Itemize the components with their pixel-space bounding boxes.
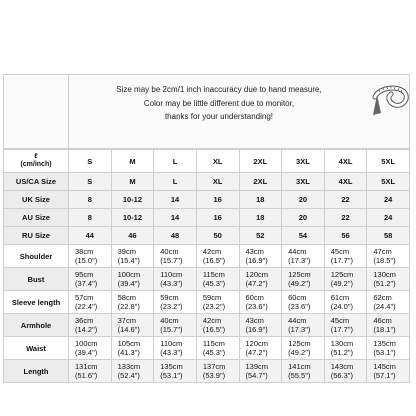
row-label: AU Size [4,209,69,227]
cm-value: 40cm [160,316,179,325]
cm-value: 46cm [373,316,392,325]
notice-text [69,83,369,124]
measure-cell [367,291,410,314]
measure-cell [196,360,239,383]
inch-value: (43.3") [160,279,183,288]
size-cell: 44 [69,227,112,245]
inch-value: (18.1") [373,325,396,334]
cm-value: 59cm [160,293,179,302]
size-cell: 18 [239,209,282,227]
notice-line-1: Size may be 2cm/1 inch inaccuracy due to hand measure, [116,85,322,94]
cm-value: 45cm [330,316,350,325]
cm-value: 133cm [117,362,141,371]
inch-value: (23.2") [202,302,226,311]
size-cell: 14 [154,209,197,227]
row-label: RU Size [4,227,69,245]
inch-value: (16.9") [245,256,268,265]
measure-cell [282,314,325,337]
inch-value: (47.2") [245,348,268,357]
size-cell: 22 [324,209,367,227]
measure-cell [69,245,112,268]
measure-cell [111,245,154,268]
measure-cell [196,337,239,360]
cm-value: 42cm [202,316,222,325]
notice-left-blank [3,74,68,149]
cm-value: 115cm [202,270,225,279]
cm-value: 37cm [117,316,136,325]
cm-value: 110cm [160,339,183,348]
size-header-cell: 4XL [324,150,367,173]
measure-cell [239,291,282,314]
inch-value: (47.2") [245,279,268,288]
measure-cell [69,314,112,337]
cm-value: 139cm [245,362,269,371]
inch-value: (53.1") [373,348,396,357]
measure-cell [239,360,282,383]
size-cell: 20 [282,209,325,227]
cm-value: 60cm [288,293,307,302]
row-label: Sleeve length [4,291,69,314]
row-label: Waist [4,337,69,360]
measure-row [4,314,410,337]
cm-value: 57cm [75,293,94,302]
cm-value: 45cm [330,247,350,256]
measure-cell [367,337,410,360]
cm-value: 100cm [75,339,98,348]
cm-value: 135cm [373,339,396,348]
size-chart-table [3,149,410,383]
inch-value: (54.7") [245,371,268,380]
inch-value: (22.4") [75,302,98,311]
cm-value: 115cm [202,339,225,348]
size-cell: 24 [367,191,410,209]
inch-value: (23.2") [160,302,183,311]
inch-value: (17.3") [288,256,311,265]
cm-value: 105cm [117,339,141,348]
inch-value: (17.7") [330,256,354,265]
cm-value: 61cm [330,293,350,302]
inch-value: (17.3") [288,325,311,334]
size-header-cell: M [111,150,154,173]
measure-cell [282,268,325,291]
inch-value: (45.3") [202,348,226,357]
inch-value: (14.2") [75,325,98,334]
measure-cell [154,245,197,268]
size-cell: M [111,173,154,191]
inch-value: (15.4") [117,256,140,265]
cm-value: 44cm [288,316,307,325]
notice-line-2: Color may be little different due to monitor, [143,98,295,108]
cm-value: 38cm [75,247,94,256]
cm-value: 125cm [288,270,311,279]
cm-value: 120cm [245,339,269,348]
measure-cell [239,314,282,337]
size-cell: L [154,173,197,191]
size-header-cell: 5XL [367,150,410,173]
size-header-row [4,150,410,173]
size-row [4,191,410,209]
cm-value: 145cm [373,362,396,371]
measure-cell [239,268,282,291]
measure-row [4,268,410,291]
measure-cell [324,291,367,314]
inch-value: (56.3") [330,371,354,380]
measure-cell [111,268,154,291]
inch-value: (53.9") [202,371,226,380]
measure-cell [69,337,112,360]
inch-value: (14.6") [117,325,140,334]
size-row [4,173,410,191]
inch-value: (15.7") [160,256,183,265]
inch-value: (45.3") [202,279,226,288]
row-label: Bust [4,268,69,291]
measure-cell [282,245,325,268]
cm-value: 62cm [373,293,392,302]
measure-cell [196,268,239,291]
row-label: Length [4,360,69,383]
inch-value: (22.8") [117,302,140,311]
cm-value: 141cm [288,362,311,371]
cm-value: 60cm [245,293,264,302]
cm-value: 137cm [202,362,226,371]
cm-value: 59cm [202,293,222,302]
unit-header [4,150,69,173]
inch-value: (55.5") [288,371,311,380]
measure-cell [154,314,197,337]
measure-cell [324,360,367,383]
cm-value: 100cm [117,270,141,279]
cm-value: 47cm [373,247,392,256]
size-header-cell: 2XL [239,150,282,173]
cm-value: 40cm [160,247,179,256]
size-cell: 10-12 [111,191,154,209]
inch-value: (24.0") [330,302,354,311]
inch-value: (23.6") [288,302,311,311]
size-cell: 56 [324,227,367,245]
measure-cell [367,314,410,337]
inch-value: (51.6") [75,371,98,380]
measure-row [4,245,410,268]
size-cell: 14 [154,191,197,209]
cm-value: 58cm [117,293,136,302]
cm-value: 143cm [330,362,354,371]
row-label: Shoulder [4,245,69,268]
size-cell: 22 [324,191,367,209]
size-cell: 54 [282,227,325,245]
inch-value: (39.4") [75,348,98,357]
measure-cell [69,291,112,314]
measure-cell [367,360,410,383]
cm-value: 125cm [288,339,311,348]
inch-value: (39.4") [117,279,140,288]
size-cell: 2XL [239,173,282,191]
measure-cell [324,337,367,360]
size-cell: 10-12 [111,209,154,227]
inch-value: (57.1") [373,371,396,380]
measure-cell [324,268,367,291]
cm-value: 42cm [202,247,222,256]
size-cell: 5XL [367,173,410,191]
cm-value: 125cm [330,270,354,279]
cm-value: 44cm [288,247,307,256]
inch-value: (49.2") [288,348,311,357]
measure-cell [196,291,239,314]
measure-cell [154,360,197,383]
size-cell: 48 [154,227,197,245]
unit-symbol: ℓ [34,153,38,160]
measure-cell [367,245,410,268]
measure-cell [69,268,112,291]
size-header-cell: L [154,150,197,173]
cm-value: 135cm [160,362,183,371]
inch-value: (37.4") [75,279,98,288]
measure-cell [367,268,410,291]
row-label: UK Size [4,191,69,209]
size-header-cell: XL [196,150,239,173]
measure-cell [196,245,239,268]
size-header-cell: 3XL [282,150,325,173]
notice-line-3: thanks for your understanding! [164,112,274,121]
size-cell: 3XL [282,173,325,191]
inch-value: (41.3") [117,348,140,357]
measure-cell [324,314,367,337]
measure-row [4,360,410,383]
cm-value: 120cm [245,270,269,279]
cm-value: 130cm [330,339,354,348]
measure-cell [239,337,282,360]
size-cell: 16 [196,209,239,227]
measure-cell [69,360,112,383]
measure-cell [154,268,197,291]
cm-value: 43cm [245,316,264,325]
cm-value: 39cm [117,247,136,256]
size-cell: 24 [367,209,410,227]
inch-value: (15.7") [160,325,183,334]
cm-value: 130cm [373,270,396,279]
measure-cell [111,337,154,360]
size-header-cell: S [69,150,112,173]
size-cell: 50 [196,227,239,245]
measure-cell [282,337,325,360]
measuring-tape-icon [369,81,411,123]
size-cell: 16 [196,191,239,209]
measure-cell [282,291,325,314]
measure-cell [324,245,367,268]
inch-value: (51.2") [330,348,354,357]
measure-cell [111,314,154,337]
inch-value: (53.1") [160,371,183,380]
cm-value: 43cm [245,247,264,256]
size-cell: 58 [367,227,410,245]
measure-cell [239,245,282,268]
size-cell: XL [196,173,239,191]
measure-row [4,337,410,360]
measure-cell [196,314,239,337]
size-cell: 8 [69,209,112,227]
size-cell: 18 [239,191,282,209]
size-cell: S [69,173,112,191]
measure-cell [282,360,325,383]
inch-value: (17.7") [330,325,354,334]
unit-label: (cm/inch) [20,161,52,168]
inch-value: (49.2") [330,279,354,288]
row-label: Armhole [4,314,69,337]
size-cell: 46 [111,227,154,245]
cm-value: 110cm [160,270,183,279]
inch-value: (15.0") [75,256,98,265]
inch-value: (24.4") [373,302,396,311]
measure-cell [111,291,154,314]
size-row [4,209,410,227]
cm-value: 95cm [75,270,94,279]
inch-value: (16.5") [202,325,226,334]
cm-value: 131cm [75,362,98,371]
inch-value: (51.2") [373,279,396,288]
measure-cell [154,337,197,360]
inch-value: (23.6") [245,302,268,311]
inch-value: (16.9") [245,325,268,334]
size-cell: 20 [282,191,325,209]
measure-row [4,291,410,314]
cm-value: 36cm [75,316,94,325]
size-cell: 8 [69,191,112,209]
inch-value: (18.5") [373,256,396,265]
row-label: US/CA Size [4,173,69,191]
inch-value: (43.3") [160,348,183,357]
size-row [4,227,410,245]
inch-value: (49.2") [288,279,311,288]
inch-value: (16.5") [202,256,226,265]
measure-cell [154,291,197,314]
size-notice [68,74,410,149]
size-cell: 52 [239,227,282,245]
measure-cell [111,360,154,383]
size-cell: 4XL [324,173,367,191]
inch-value: (52.4") [117,371,140,380]
